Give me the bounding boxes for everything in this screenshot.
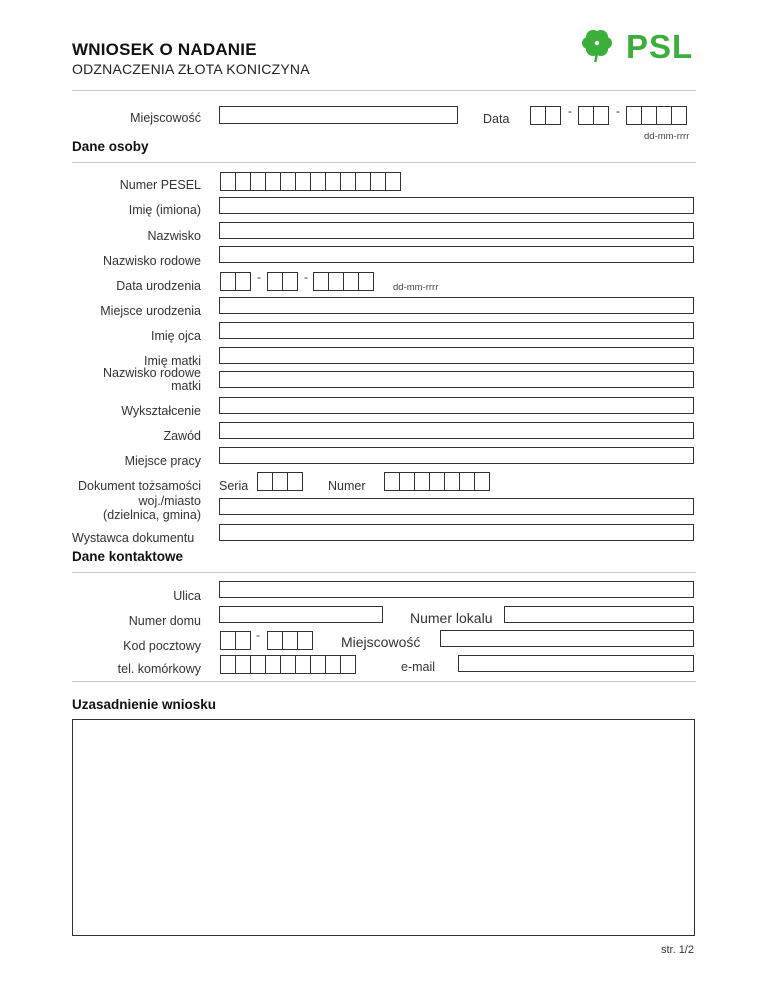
workplace-input[interactable] <box>219 447 694 464</box>
profession-input[interactable] <box>219 422 694 439</box>
phone-input[interactable] <box>220 655 356 674</box>
issuer-label: Wystawca dokumentu <box>72 531 195 545</box>
postal-dash: - <box>256 628 260 642</box>
section-person: Dane osoby <box>72 139 149 154</box>
issuer-input[interactable] <box>219 524 694 541</box>
date-month[interactable] <box>578 106 609 125</box>
clover-icon <box>580 26 620 66</box>
postal-prefix[interactable] <box>220 631 251 650</box>
mother-name-label: Imię matki <box>144 354 201 368</box>
house-input[interactable] <box>219 606 383 623</box>
series-label: Seria <box>219 479 249 493</box>
mother-maiden-label: Nazwisko rodowe matki <box>103 366 201 393</box>
street-label: Ulica <box>173 589 201 603</box>
email-label: e-mail <box>401 660 436 674</box>
birth-date-label: Data urodzenia <box>116 279 201 293</box>
divider <box>72 162 696 163</box>
birth-date-hint: dd-mm-rrrr <box>393 282 439 293</box>
first-name-input[interactable] <box>219 197 694 214</box>
logo-text: PSL <box>626 28 694 65</box>
form-title: WNIOSEK O NADANIE <box>72 40 257 59</box>
form-subtitle: ODZNACZENIA ZŁOTA KONICZYNA <box>72 61 310 77</box>
maiden-name-label: Nazwisko rodowe <box>103 254 201 268</box>
divider <box>72 572 696 573</box>
divider <box>72 90 696 91</box>
place-input[interactable] <box>219 106 458 124</box>
place-label: Miejscowość <box>130 111 201 125</box>
date-dash: - <box>616 104 620 118</box>
flat-label: Numer lokalu <box>410 610 493 626</box>
mother-maiden-input[interactable] <box>219 371 694 388</box>
number-label: Numer <box>328 479 366 493</box>
region-input[interactable] <box>219 498 694 515</box>
postal-label: Kod pocztowy <box>123 639 201 653</box>
birth-place-label: Miejsce urodzenia <box>100 304 201 318</box>
date-dash: - <box>304 270 308 284</box>
section-contact: Dane kontaktowe <box>72 549 184 564</box>
mother-name-input[interactable] <box>219 347 694 364</box>
date-dash: - <box>257 270 261 284</box>
workplace-label: Miejsce pracy <box>124 454 201 468</box>
email-input[interactable] <box>458 655 694 672</box>
education-input[interactable] <box>219 397 694 414</box>
father-name-label: Imię ojca <box>150 329 201 343</box>
birth-month[interactable] <box>267 272 298 291</box>
date-dash: - <box>568 104 572 118</box>
justification-textarea[interactable] <box>72 719 695 936</box>
house-label: Numer domu <box>128 614 201 628</box>
education-label: Wykształcenie <box>121 404 201 418</box>
profession-label: Zawód <box>163 429 201 443</box>
date-day[interactable] <box>530 106 561 125</box>
pesel-label: Numer PESEL <box>119 178 201 192</box>
page-number: str. 1/2 <box>660 944 694 956</box>
date-year[interactable] <box>626 106 687 125</box>
city-label: Miejscowość <box>341 634 421 650</box>
father-name-input[interactable] <box>219 322 694 339</box>
series-input[interactable] <box>257 472 303 491</box>
birth-year[interactable] <box>313 272 374 291</box>
birth-day[interactable] <box>220 272 251 291</box>
last-name-input[interactable] <box>219 222 694 239</box>
psl-logo <box>580 26 700 66</box>
divider <box>72 681 696 682</box>
date-hint: dd-mm-rrrr <box>644 131 690 142</box>
flat-input[interactable] <box>504 606 694 623</box>
first-name-label: Imię (imiona) <box>128 203 201 217</box>
phone-label: tel. komórkowy <box>117 662 201 676</box>
city-input[interactable] <box>440 630 694 647</box>
id-doc-label: Dokument tożsamości <box>78 479 201 493</box>
last-name-label: Nazwisko <box>147 229 201 243</box>
pesel-input[interactable] <box>220 172 401 191</box>
maiden-name-input[interactable] <box>219 246 694 263</box>
doc-number-input[interactable] <box>384 472 490 491</box>
section-justification: Uzasadnienie wniosku <box>72 697 217 712</box>
birth-place-input[interactable] <box>219 297 694 314</box>
region-label: woj./miasto (dzielnica, gmina) <box>103 494 201 522</box>
street-input[interactable] <box>219 581 694 598</box>
postal-suffix[interactable] <box>267 631 313 650</box>
date-label: Data <box>483 112 510 126</box>
